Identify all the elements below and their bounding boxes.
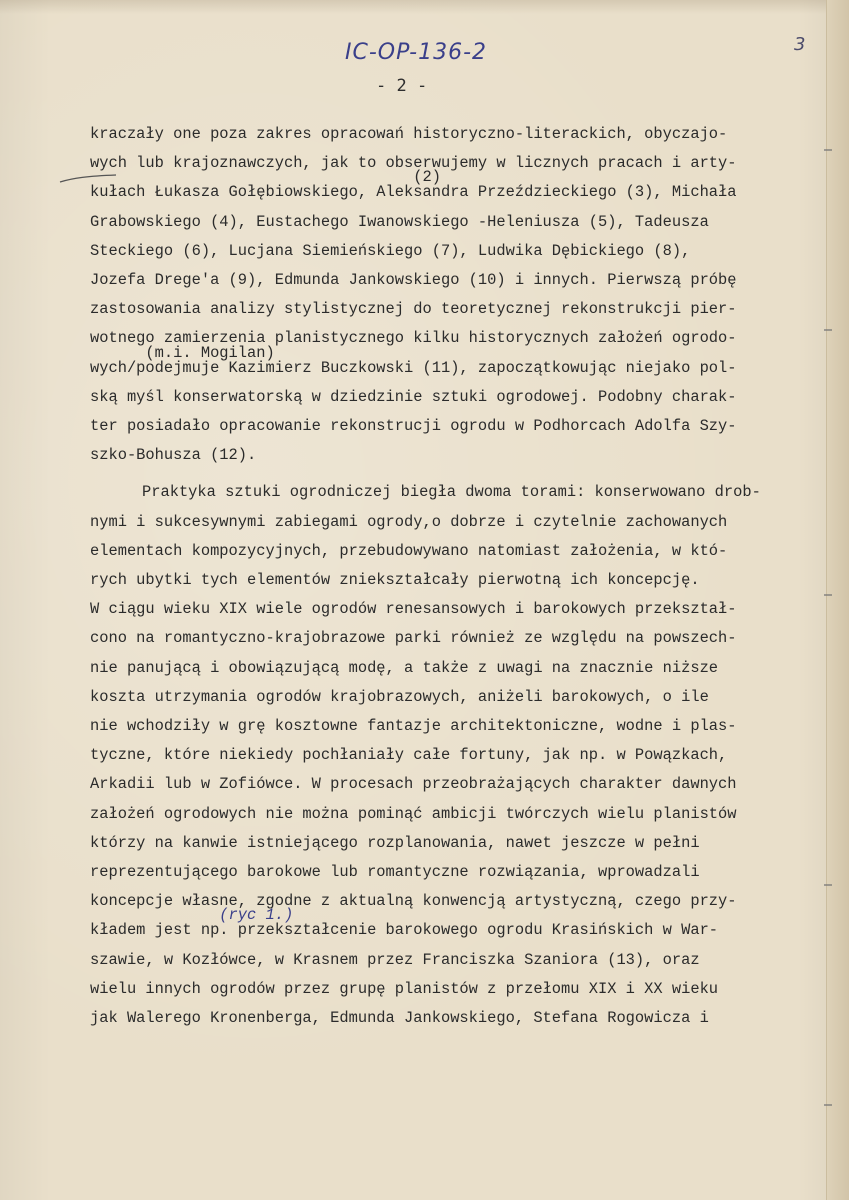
text-line-20: koszta utrzymania ogrodów krajobrazowych, aniżeli barokowych, o ile: [90, 687, 709, 706]
text-line-11: ter posiadało opracowanie rekonstrucji ogrodu w Podhorcach Adolfa Szy-: [90, 417, 737, 436]
typed-page-number: - 2 -: [376, 76, 428, 96]
margin-tick-marks-icon: [822, 140, 834, 1140]
paragraph-2-line-1: Praktyka sztuki ogrodniczej biegła dwoma torami: konserwowano drob-: [142, 483, 761, 502]
handwritten-page-number: 3: [794, 34, 806, 55]
text-line-19: nie panującą i obowiązującą modę, a także z uwagi na znacznie niższe: [90, 658, 719, 677]
text-line-4: Grabowskiego (4), Eustachego Iwanowskiego -Heleniusza (5), Tadeusza: [90, 212, 709, 231]
text-line-30: wielu innych ogrodów przez grupę planistów z przełomu XIX i XX wieku: [90, 979, 719, 998]
handwritten-reference-code: IC-OP-136-2: [345, 40, 488, 65]
text-line-16: rych ubytki tych elementów zniekształcały pierwotną ich koncepcję.: [90, 571, 700, 590]
text-line-14: nymi i sukcesywnymi zabiegami ogrody,o dobrze i czytelnie zachowanych: [90, 512, 728, 531]
text-line-21: nie wchodziły w grę kosztowne fantazje architektoniczne, wodne i plas-: [90, 717, 737, 736]
margin-pencil-stroke-icon: [58, 170, 118, 190]
text-line-23: Arkadii lub w Zofiówce. W procesach przeobrażających charakter dawnych: [90, 775, 737, 794]
text-line-18: cono na romantyczno-krajobrazowe parki również ze względu na powszech-: [90, 629, 737, 648]
text-line-10: ską myśl konserwatorską w dziedzinie sztuki ogrodowej. Podobny charak-: [90, 387, 737, 406]
text-line-27: koncepcje własne, zgodne z aktualną konwencją artystyczną, czego przy-: [90, 892, 737, 911]
text-line-26: reprezentującego barokowe lub romantyczne rozwiązania, wprowadzali: [90, 863, 700, 882]
body-text: [90, 120, 830, 1033]
handwritten-figure-note: (ryc 1.): [90, 906, 294, 925]
text-line-7: zastosowania analizy stylistycznej do teoretycznej rekonstrukcji pier-: [90, 300, 737, 319]
text-line-5: Steckiego (6), Lucjana Siemieńskiego (7), Ludwika Dębickiego (8),: [90, 241, 691, 260]
text-line-3: kułach Łukasza Gołębiowskiego, Aleksandra Przeździeckiego (3), Michała: [90, 183, 737, 202]
text-line-31: jak Walerego Kronenberga, Edmunda Jankowskiego, Stefana Rogowicza i: [90, 1009, 709, 1028]
text-line-8: wotnego zamierzenia planistycznego kilku historycznych założeń ogrodo-: [90, 329, 737, 348]
page-top-shadow: [0, 0, 849, 14]
interlinear-note: (m.i. Mogilan): [90, 343, 275, 362]
text-line-15: elementach kompozycyjnych, przebudowywano natomiast założenia, w któ-: [90, 541, 728, 560]
text-line-22: tyczne, które niekiedy pochłaniały całe fortuny, jak np. w Powązkach,: [90, 746, 728, 765]
text-line-29: szawie, w Kozłówce, w Krasnem przez Franciszka Szaniora (13), oraz: [90, 950, 700, 969]
text-line-2: wych lub krajoznawczych, jak to obserwujemy w licznych pracach i arty-: [90, 154, 737, 173]
text-line-12: szko-Bohusza (12).: [90, 446, 257, 465]
text-line-6: Jozefa Drege'a (9), Edmunda Jankowskiego (10) i innych. Pierwszą próbę: [90, 271, 737, 290]
text-line-28: kładem jest np. przekształcenie barokowego ogrodu Krasińskich w War-: [90, 921, 719, 940]
text-line-9: wych/podejmuje Kazimierz Buczkowski (11), zapoczątkowując niejako pol-: [90, 358, 737, 377]
text-line-17: W ciągu wieku XIX wiele ogrodów renesansowych i barokowych przekształ-: [90, 600, 737, 619]
text-line-25: którzy na kanwie istniejącego rozplanowania, nawet jeszcze w pełni: [90, 833, 700, 852]
text-line-24: założeń ogrodowych nie można pominąć ambicji twórczych wielu planistów: [90, 804, 737, 823]
footnote-ref-2: (2): [90, 168, 441, 187]
text-line-1: kraczały one poza zakres opracowań historyczno-literackich, obyczajo-: [90, 125, 728, 143]
